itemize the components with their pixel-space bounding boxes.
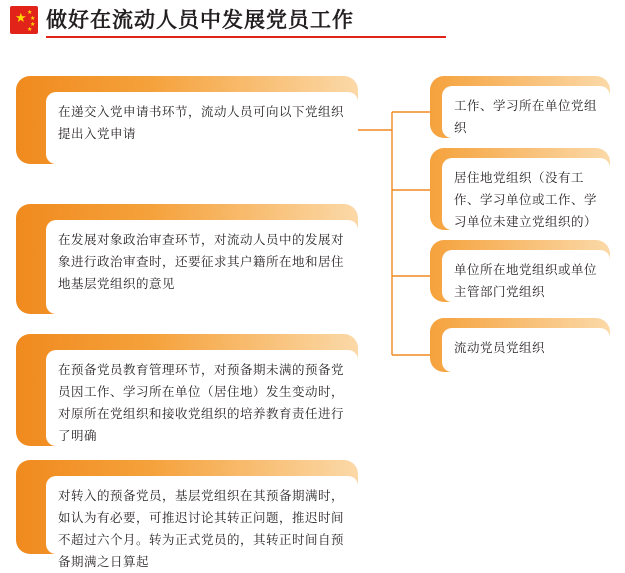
flow-step-text: 在发展对象政治审查环节，对流动人员中的发展对象进行政治审查时，还要征求其户籍所在地和居住地基层党组织的意见 [46, 220, 358, 314]
org-option-box [430, 148, 610, 230]
flow-step-box [16, 204, 358, 314]
flow-step-text: 对转入的预备党员，基层党组织在其预备期满时，如认为有必要，可推迟讨论其转正问题，推迟时间不超过六个月。转为正式党员的，其转正时间自预备期满之日算起 [46, 476, 358, 554]
org-option-box [430, 76, 610, 138]
emblem-star-small-3: ★ [30, 21, 36, 28]
title-underline [46, 36, 446, 38]
emblem-star-small-1: ★ [27, 9, 33, 16]
emblem-star-large: ★ [15, 11, 27, 26]
org-option-text: 流动党员党组织 [442, 328, 610, 372]
page-header [0, 0, 625, 42]
flow-step-text: 在递交入党申请书环节，流动人员可向以下党组织提出入党申请 [46, 92, 358, 164]
emblem-star-small-4: ★ [27, 26, 33, 33]
flow-step-box [16, 460, 358, 569]
party-flag-icon [10, 6, 38, 34]
flow-step-text: 在预备党员教育管理环节，对预备期未满的预备党员因工作、学习所在单位（居住地）发生变动时，对原所在党组织和接收党组织的培养教育责任进行了明确 [46, 350, 358, 446]
org-option-text: 单位所在地党组织或单位主管部门党组织 [442, 250, 610, 302]
org-option-box [430, 240, 610, 302]
org-option-text: 工作、学习所在单位党组织 [442, 86, 610, 138]
page-title: 做好在流动人员中发展党员工作 [46, 8, 354, 32]
org-option-text: 居住地党组织（没有工作、学习单位或工作、学习单位未建立党组织的） [442, 158, 610, 230]
emblem-star-small-2: ★ [30, 15, 36, 22]
flow-step-box [16, 76, 358, 164]
org-option-box [430, 318, 610, 372]
flow-step-box [16, 334, 358, 446]
